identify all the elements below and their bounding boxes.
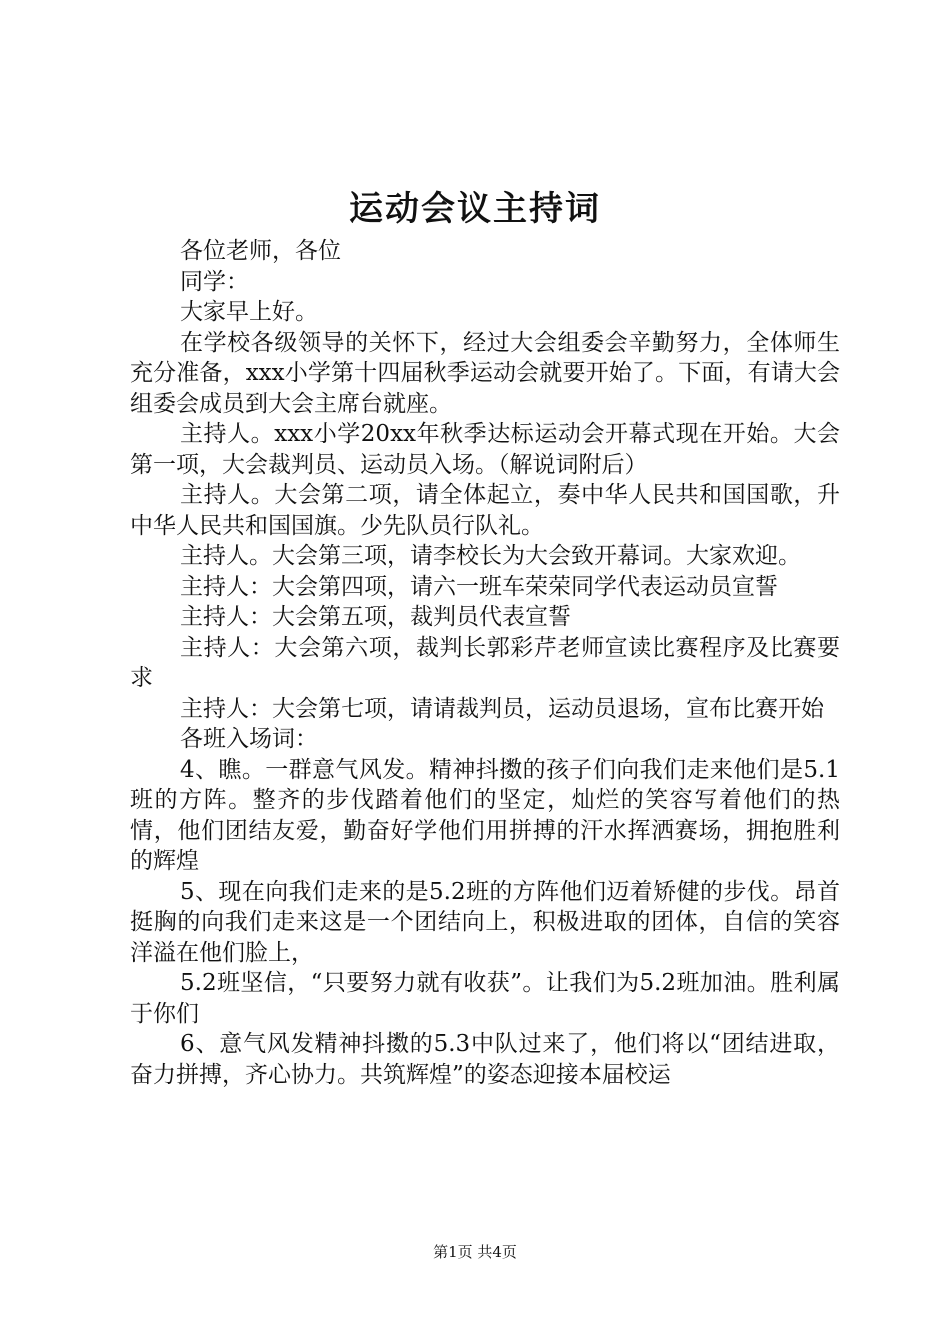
- paragraph: 5.2班坚信，“只要努力就有收获”。让我们为5.2班加油。胜利属于你们: [130, 970, 840, 1027]
- paragraph: 5、现在向我们走来的是5.2班的方阵他们迈着矫健的步伐。昂首挺胸的向我们走来这是一个团结向上，积极进取的团体，自信的笑容洋溢在他们脸上，: [130, 878, 840, 966]
- paragraph: 各班入场词：: [180, 726, 318, 752]
- paragraph: 主持人。大会第二项，请全体起立，奏中华人民共和国国歌，升中华人民共和国国旗。少先队员行队礼。: [130, 482, 840, 539]
- page-number: 第1页 共4页: [433, 1243, 517, 1261]
- paragraph: 6、意气风发精神抖擞的5.3中队过来了，他们将以“团结进取，奋力拼搏，齐心协力。共筑辉煌”的姿态迎接本届校运: [130, 1031, 840, 1088]
- paragraph: 主持人：大会第四项，请六一班车荣荣同学代表运动员宣誓: [180, 573, 778, 600]
- paragraph: 4、瞧。一群意气风发。精神抖擞的孩子们向我们走来他们是5.1班的方阵。整齐的步伐踏着他们的坚定，灿烂的笑容写着他们的热情，他们团结友爱，勤奋好学他们用拼搏的汗水挥洒赛场，拥抱胜利的辉煌: [130, 756, 840, 874]
- paragraph: 在学校各级领导的关怀下，经过大会组委会辛勤努力，全体师生充分准备，xxx小学第十四届秋季运动会就要开始了。下面，有请大会组委会成员到大会主席台就座。: [130, 329, 840, 417]
- paragraph: 主持人：大会第六项，裁判长郭彩芹老师宣读比赛程序及比赛要求: [130, 634, 840, 691]
- paragraph: 大家早上好。: [180, 299, 318, 325]
- paragraph: 主持人。大会第三项，请李校长为大会致开幕词。大家欢迎。: [180, 543, 801, 569]
- document-body: [130, 236, 840, 1090]
- paragraph: 主持人。xxx小学20xx年秋季达标运动会开幕式现在开始。大会第一项，大会裁判员、运动员入场。（解说词附后）: [130, 421, 840, 478]
- document-title: 运动会议主持词: [349, 189, 601, 229]
- paragraph: 各位老师，各位: [180, 238, 341, 264]
- paragraph: 主持人：大会第七项，请请裁判员，运动员退场，宣布比赛开始: [180, 695, 824, 722]
- paragraph: 主持人：大会第五项，裁判员代表宣誓: [180, 604, 571, 630]
- paragraph: 同学：: [180, 268, 249, 295]
